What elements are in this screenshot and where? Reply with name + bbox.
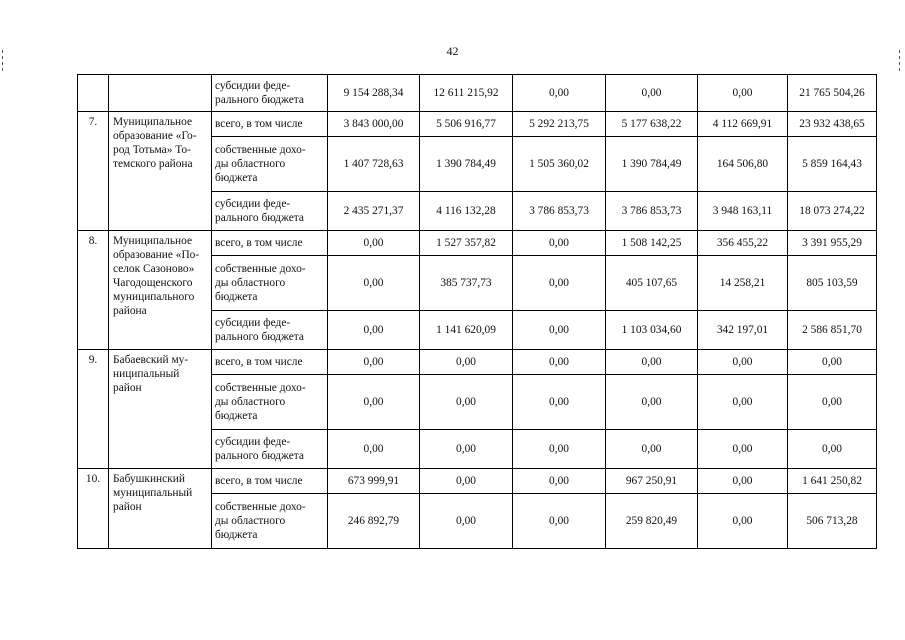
row-index: 10. bbox=[78, 469, 109, 549]
page-number: 42 bbox=[446, 44, 459, 58]
value-cell: 0,00 bbox=[420, 375, 513, 430]
value-cell: 5 506 916,77 bbox=[420, 112, 513, 137]
value-cell: 0,00 bbox=[606, 75, 698, 112]
municipality-name: Бабушкинский муниципальный район bbox=[109, 469, 212, 549]
value-cell: 1 527 357,82 bbox=[420, 231, 513, 256]
value-cell: 5 292 213,75 bbox=[513, 112, 606, 137]
value-cell: 0,00 bbox=[513, 430, 606, 469]
funding-type: всего, в том числе bbox=[212, 469, 328, 494]
total-cell: 2 586 851,70 bbox=[788, 311, 877, 350]
value-cell: 0,00 bbox=[420, 430, 513, 469]
value-cell: 3 786 853,73 bbox=[606, 192, 698, 231]
value-cell: 1 508 142,25 bbox=[606, 231, 698, 256]
value-cell: 0,00 bbox=[606, 350, 698, 375]
value-cell: 9 154 288,34 bbox=[328, 75, 420, 112]
value-cell: 0,00 bbox=[328, 430, 420, 469]
value-cell: 3 948 163,11 bbox=[698, 192, 788, 231]
value-cell: 0,00 bbox=[513, 231, 606, 256]
value-cell: 0,00 bbox=[513, 350, 606, 375]
value-cell: 0,00 bbox=[606, 430, 698, 469]
budget-table bbox=[77, 74, 877, 549]
funding-type: собственные дохо- ды областного бюджета bbox=[212, 256, 328, 311]
value-cell: 0,00 bbox=[328, 350, 420, 375]
value-cell: 259 820,49 bbox=[606, 494, 698, 549]
table-row bbox=[78, 75, 877, 112]
value-cell: 0,00 bbox=[328, 256, 420, 311]
value-cell: 0,00 bbox=[420, 350, 513, 375]
funding-type: субсидии феде- рального бюджета bbox=[212, 311, 328, 350]
value-cell: 0,00 bbox=[698, 350, 788, 375]
value-cell: 3 843 000,00 bbox=[328, 112, 420, 137]
value-cell: 2 435 271,37 bbox=[328, 192, 420, 231]
value-cell: 0,00 bbox=[328, 311, 420, 350]
value-cell: 1 505 360,02 bbox=[513, 137, 606, 192]
funding-type: собственные дохо- ды областного бюджета bbox=[212, 375, 328, 430]
value-cell: 164 506,80 bbox=[698, 137, 788, 192]
table-row bbox=[78, 231, 877, 256]
value-cell: 1 103 034,60 bbox=[606, 311, 698, 350]
value-cell: 5 177 638,22 bbox=[606, 112, 698, 137]
total-cell: 21 765 504,26 bbox=[788, 75, 877, 112]
value-cell: 342 197,01 bbox=[698, 311, 788, 350]
funding-type: субсидии феде- рального бюджета bbox=[212, 75, 328, 112]
funding-type: собственные дохо- ды областного бюджета bbox=[212, 137, 328, 192]
total-cell: 506 713,28 bbox=[788, 494, 877, 549]
value-cell: 1 141 620,09 bbox=[420, 311, 513, 350]
value-cell: 4 112 669,91 bbox=[698, 112, 788, 137]
funding-type: всего, в том числе bbox=[212, 112, 328, 137]
total-cell: 0,00 bbox=[788, 375, 877, 430]
table-row bbox=[78, 112, 877, 137]
municipality-name: Муниципальное образование «Го- род Тотьма» То- темского района bbox=[109, 112, 212, 231]
row-index: 7. bbox=[78, 112, 109, 231]
value-cell: 3 786 853,73 bbox=[513, 192, 606, 231]
value-cell: 1 390 784,49 bbox=[606, 137, 698, 192]
value-cell: 0,00 bbox=[513, 311, 606, 350]
row-index: 9. bbox=[78, 350, 109, 469]
value-cell: 0,00 bbox=[698, 375, 788, 430]
municipality-name: Бабаевский му- ниципальный район bbox=[109, 350, 212, 469]
total-cell: 5 859 164,43 bbox=[788, 137, 877, 192]
value-cell: 0,00 bbox=[513, 469, 606, 494]
total-cell: 23 932 438,65 bbox=[788, 112, 877, 137]
municipality-name: Муниципальное образование «По- селок Сазоново» Чагодощенского муниципального района bbox=[109, 231, 212, 350]
value-cell: 0,00 bbox=[420, 494, 513, 549]
value-cell: 14 258,21 bbox=[698, 256, 788, 311]
value-cell: 0,00 bbox=[513, 375, 606, 430]
total-cell: 18 073 274,22 bbox=[788, 192, 877, 231]
funding-type: всего, в том числе bbox=[212, 350, 328, 375]
total-cell: 0,00 bbox=[788, 430, 877, 469]
value-cell: 1 407 728,63 bbox=[328, 137, 420, 192]
value-cell: 385 737,73 bbox=[420, 256, 513, 311]
funding-type: субсидии феде- рального бюджета bbox=[212, 192, 328, 231]
value-cell: 0,00 bbox=[698, 75, 788, 112]
value-cell: 673 999,91 bbox=[328, 469, 420, 494]
table-row bbox=[78, 469, 877, 494]
funding-type: субсидии феде- рального бюджета bbox=[212, 430, 328, 469]
funding-type: собственные дохо- ды областного бюджета bbox=[212, 494, 328, 549]
value-cell: 0,00 bbox=[606, 375, 698, 430]
total-cell: 1 641 250,82 bbox=[788, 469, 877, 494]
value-cell: 12 611 215,92 bbox=[420, 75, 513, 112]
value-cell: 0,00 bbox=[328, 375, 420, 430]
value-cell: 246 892,79 bbox=[328, 494, 420, 549]
total-cell: 805 103,59 bbox=[788, 256, 877, 311]
value-cell: 0,00 bbox=[698, 430, 788, 469]
value-cell: 0,00 bbox=[328, 231, 420, 256]
row-index bbox=[78, 75, 109, 112]
municipality-name bbox=[109, 75, 212, 112]
value-cell: 0,00 bbox=[513, 75, 606, 112]
value-cell: 0,00 bbox=[420, 469, 513, 494]
value-cell: 0,00 bbox=[698, 469, 788, 494]
total-cell: 0,00 bbox=[788, 350, 877, 375]
value-cell: 0,00 bbox=[513, 256, 606, 311]
table-row bbox=[78, 350, 877, 375]
row-index: 8. bbox=[78, 231, 109, 350]
value-cell: 4 116 132,28 bbox=[420, 192, 513, 231]
value-cell: 405 107,65 bbox=[606, 256, 698, 311]
value-cell: 967 250,91 bbox=[606, 469, 698, 494]
value-cell: 1 390 784,49 bbox=[420, 137, 513, 192]
value-cell: 0,00 bbox=[513, 494, 606, 549]
value-cell: 356 455,22 bbox=[698, 231, 788, 256]
value-cell: 0,00 bbox=[698, 494, 788, 549]
funding-type: всего, в том числе bbox=[212, 231, 328, 256]
total-cell: 3 391 955,29 bbox=[788, 231, 877, 256]
